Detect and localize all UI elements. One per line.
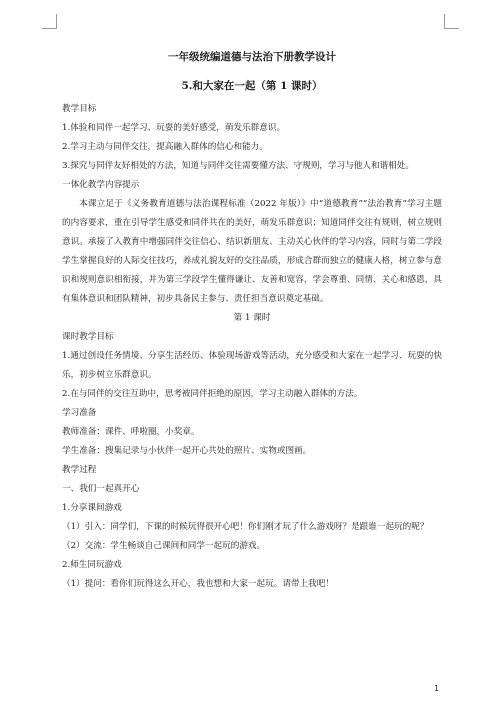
paragraph: 本课立足于《义务教育道德与法治课程标准（2022 年版）》中“道德教育”“法治教育”学习主题的内容要求，重在引导学生感受和同伴共在的美好，萌发乐群意识；知道同伴交往有规则，树立规则意识。承接了入教育中增强同伴交往信心、结识新朋友、主动关心伙伴的学习内容，同时与第二学段学生掌握良好的人际交往技巧，养成礼貌友好的交往品质，形成合群而独立的健康人格，树立参与意识和规则意识相衔接，并为第三学段学生懂得谦让、友善和宽容，学会尊重、同情、关心和感恩，具有集体意识和团队精神，初步具备民主参与、责任担当意识奠定基础。 [62,199,442,304]
crop-mark-top-right [444,14,459,29]
paragraph: 教学过程 [62,465,97,475]
paragraph: 课时教学目标 [62,332,114,342]
paragraph: 2.学习主动与同伴交往，提高融入群体的信心和能力。 [62,142,268,152]
page-number: 1 [434,684,440,693]
paragraph: 1.通过创设任务情境、分享生活经历、体验现场游戏等活动，充分感受和大家在一起学习、玩耍的快乐，初步树立乐群意识。 [62,351,442,380]
paragraph: 教学目标 [62,104,97,114]
paragraph: 学习准备 [62,408,97,418]
document-body [62,50,442,594]
crop-mark-top-left [42,14,57,29]
paragraph: 教师准备：课件、呼啦圈，小奖章。 [62,427,200,437]
paragraph: 1.体验和同伴一起学习、玩耍的美好感受，萌发乐群意识。 [62,123,286,133]
paragraph: 3.探究与同伴友好相处的方法，知道与同伴交往需要懂方法、守规则，学习与他人和谐相处。 [62,161,414,171]
paragraph: （1）引入：同学们，下课的时候玩得很开心吧！你们刚才玩了什么游戏呀？是跟谁一起玩的呢？ [62,522,429,532]
paragraph-list [62,100,442,594]
paragraph: 一体化教学内容提示 [62,180,140,190]
paragraph: 2.师生同玩游戏 [62,560,122,570]
paragraph: 第 1 课时 [233,313,271,323]
paragraph: 学生准备：搜集记录与小伙伴一起开心共处的照片、实物或图画。 [62,446,312,456]
document-title: 一年级统编道德与法治下册教学设计 [168,51,336,63]
paragraph: 1.分享课间游戏 [62,503,122,513]
paragraph: （1）提问：看你们玩得这么开心，我也想和大家一起玩。请带上我吧！ [62,579,334,589]
paragraph: 一、我们一起真开心 [62,484,140,494]
lesson-subtitle: 5.和大家在一起（第 1 课时） [181,80,323,92]
paragraph: 2.在与同伴的交往互助中，思考被同伴拒绝的原因，学习主动融入群体的方法。 [62,389,363,399]
paragraph: （2）交流：学生畅谈自己课间和同学一起玩的游戏。 [62,541,266,551]
